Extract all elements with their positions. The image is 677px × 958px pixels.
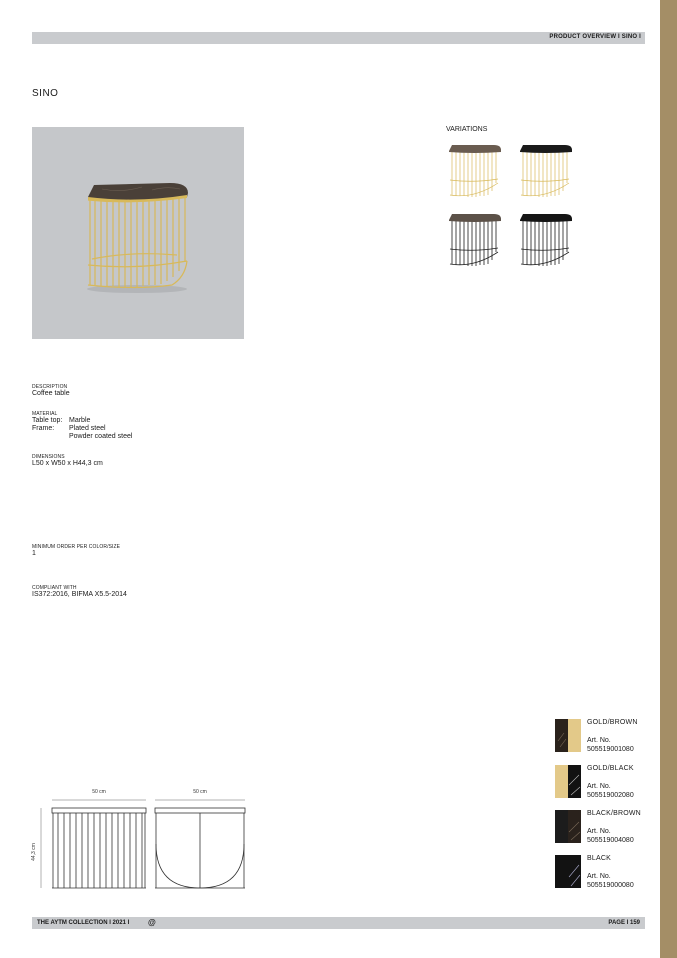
swatch-image [555, 855, 581, 888]
dimensions-value: L50 x W50 x H44,3 cm [32, 460, 103, 467]
header-bar [32, 32, 645, 44]
swatch-image [555, 765, 581, 798]
description-label: DESCRIPTION [32, 384, 68, 390]
dimensions-block [32, 454, 103, 468]
variation-gold-black [517, 143, 575, 203]
hero-product-image [32, 127, 244, 339]
material-row: Powder coated steel [69, 433, 133, 440]
art-no-label: Art. No. [587, 737, 611, 744]
swatch-gold-brown [555, 719, 650, 759]
art-no-value: 505519001080 [587, 746, 634, 753]
page-title: SINO [32, 88, 59, 99]
art-no-label: Art. No. [587, 873, 611, 880]
header-text: PRODUCT OVERVIEW I SINO I [549, 34, 641, 40]
min-order-block [32, 544, 120, 558]
width-label-front: 50 cm [92, 789, 106, 795]
min-order-value: 1 [32, 550, 36, 557]
footer-collection: THE AYTM COLLECTION I 2021 I [37, 920, 130, 926]
coffee-table-illustration [32, 127, 244, 339]
height-label: 44,3 cm [31, 843, 37, 861]
variation-gold-brown [446, 143, 504, 203]
material-row: Table top: Marble [32, 417, 91, 424]
swatch-image [555, 810, 581, 843]
variation-black-brown [446, 212, 504, 272]
swatch-black-brown [555, 810, 650, 850]
variation-black [517, 212, 575, 272]
compliance-value: IS372:2016, BIFMA X5.5-2014 [32, 591, 127, 598]
swatch-image [555, 719, 581, 752]
material-block [32, 411, 132, 441]
footer-bar [32, 917, 645, 929]
variations-title: VARIATIONS [446, 126, 488, 133]
brand-logo-icon: @ [148, 918, 156, 927]
swatch-black [555, 855, 650, 895]
swatch-name: GOLD/BLACK [587, 765, 634, 772]
art-no-value: 505519002080 [587, 792, 634, 799]
page-number: PAGE I 159 [608, 920, 640, 926]
technical-drawing [26, 784, 251, 894]
side-accent-strip [660, 0, 677, 958]
description-block [32, 384, 70, 398]
art-no-label: Art. No. [587, 828, 611, 835]
swatch-name: BLACK/BROWN [587, 810, 641, 817]
compliance-label: COMPLIANT WITH [32, 585, 77, 591]
art-no-label: Art. No. [587, 783, 611, 790]
material-row: Frame: Plated steel [32, 425, 106, 432]
dimensions-label: DIMENSIONS [32, 454, 65, 460]
compliance-block [32, 585, 127, 599]
min-order-label: MINIMUM ORDER PER COLOR/SIZE [32, 544, 121, 550]
swatch-name: BLACK [587, 855, 611, 862]
swatch-name: GOLD/BROWN [587, 719, 638, 726]
material-label: MATERIAL [32, 411, 58, 417]
description-value: Coffee table [32, 390, 70, 397]
swatch-gold-black [555, 765, 650, 805]
width-label-side: 50 cm [193, 789, 207, 795]
art-no-value: 505519000080 [587, 882, 634, 889]
art-no-value: 505519004080 [587, 837, 634, 844]
